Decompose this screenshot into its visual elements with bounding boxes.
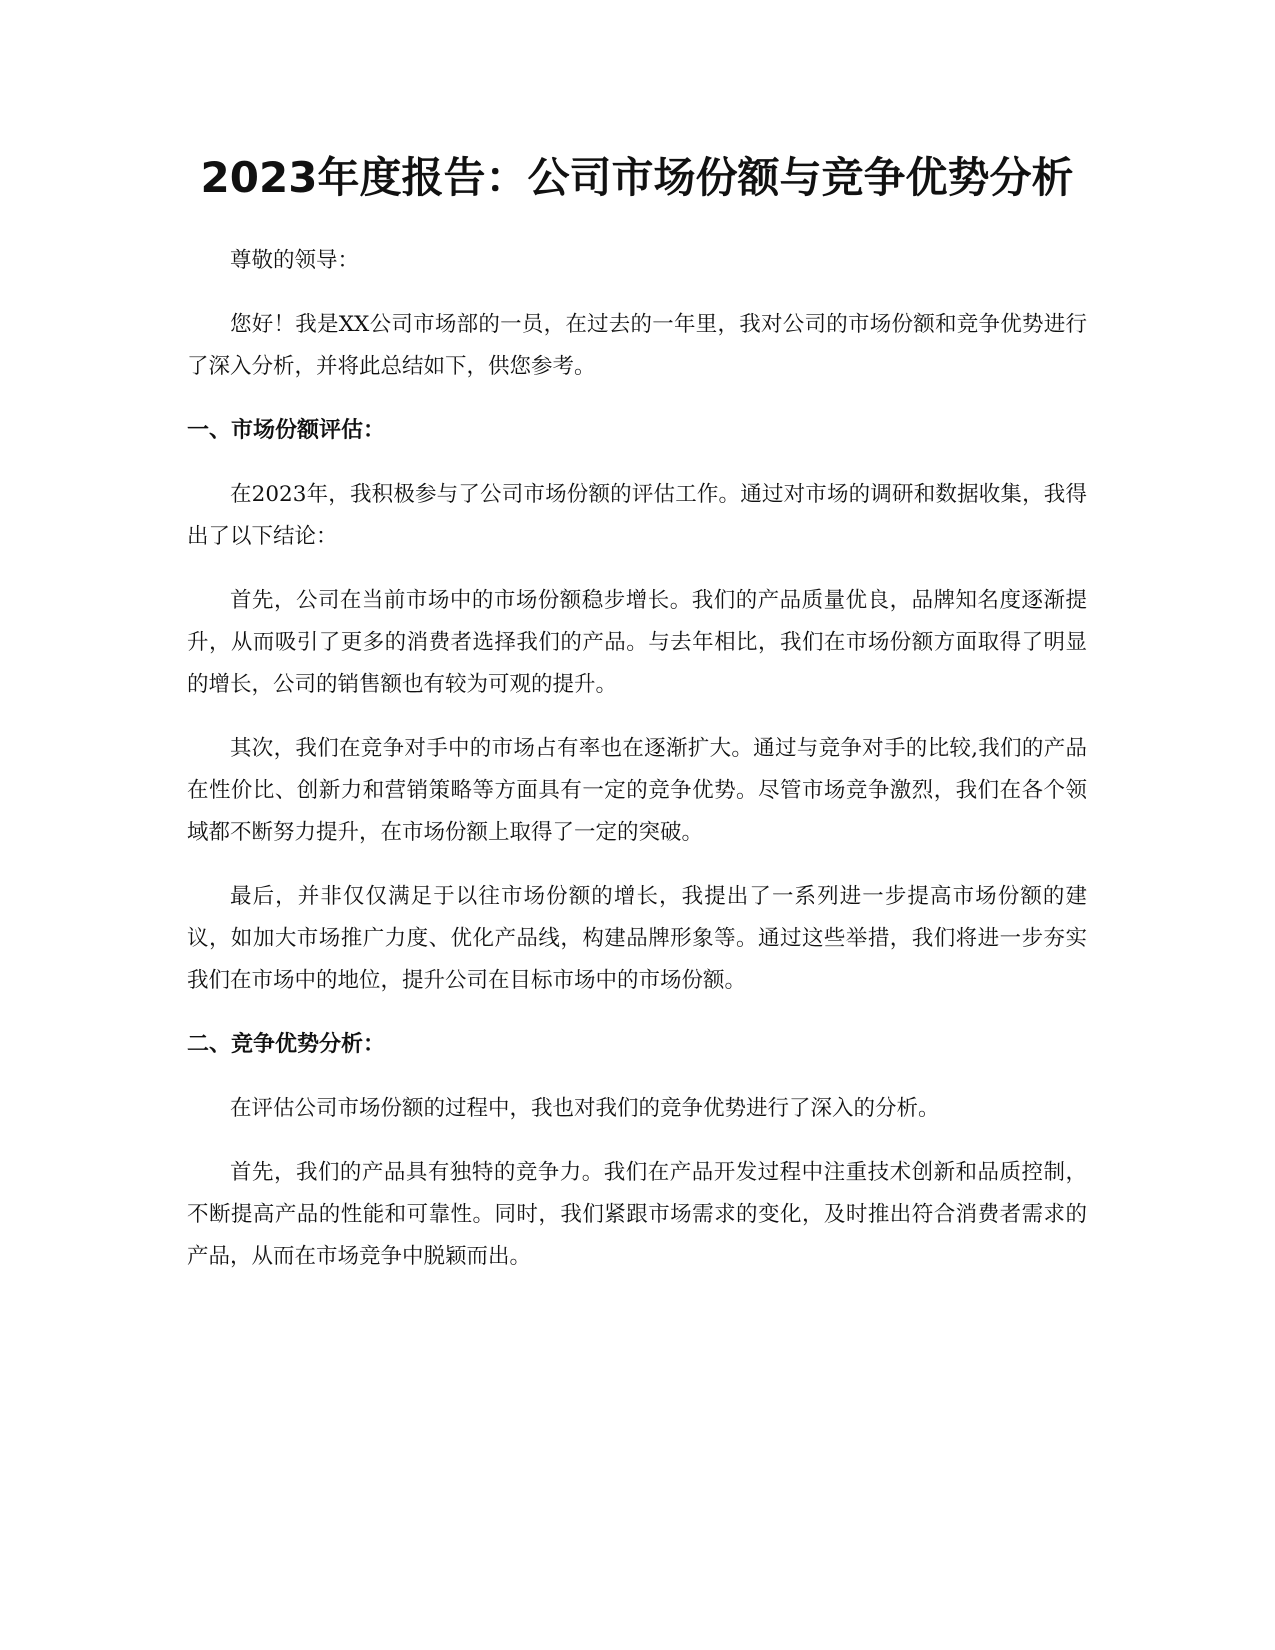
intro-paragraph: 您好！我是XX公司市场部的一员，在过去的一年里，我对公司的市场份额和竞争优势进行了深入分析，并将此总结如下，供您参考。 — [187, 312, 1087, 379]
document-title: 2023年度报告：公司市场份额与竞争优势分析 — [200, 153, 1074, 202]
section-heading-market-share: 一、市场份额评估： — [187, 418, 386, 443]
salutation: 尊敬的领导： — [230, 248, 360, 273]
paragraph: 首先，我们的产品具有独特的竞争力。我们在产品开发过程中注重技术创新和品质控制，不断提高产品的性能和可靠性。同时，我们紧跟市场需求的变化，及时推出符合消费者需求的产品，从而在市场竞争中脱颖而出。 — [187, 1160, 1087, 1269]
paragraph: 首先，公司在当前市场中的市场份额稳步增长。我们的产品质量优良，品牌知名度逐渐提升，从而吸引了更多的消费者选择我们的产品。与去年相比，我们在市场份额方面取得了明显的增长，公司的销售额也有较为可观的提升。 — [187, 588, 1087, 697]
paragraph: 在2023年，我积极参与了公司市场份额的评估工作。通过对市场的调研和数据收集，我得出了以下结论： — [187, 482, 1087, 549]
document-body — [187, 140, 1087, 1300]
paragraph: 最后，并非仅仅满足于以往市场份额的增长，我提出了一系列进一步提高市场份额的建议，如加大市场推广力度、优化产品线，构建品牌形象等。通过这些举措，我们将进一步夯实我们在市场中的地位，提升公司在目标市场中的市场份额。 — [187, 884, 1087, 993]
section-heading-competitive-advantage: 二、竞争优势分析： — [187, 1032, 386, 1057]
paragraph: 在评估公司市场份额的过程中，我也对我们的竞争优势进行了深入的分析。 — [230, 1096, 940, 1121]
paragraph: 其次，我们在竞争对手中的市场占有率也在逐渐扩大。通过与竞争对手的比较,我们的产品在性价比、创新力和营销策略等方面具有一定的竞争优势。尽管市场竞争激烈，我们在各个领域都不断努力提升，在市场份额上取得了一定的突破。 — [187, 736, 1087, 845]
